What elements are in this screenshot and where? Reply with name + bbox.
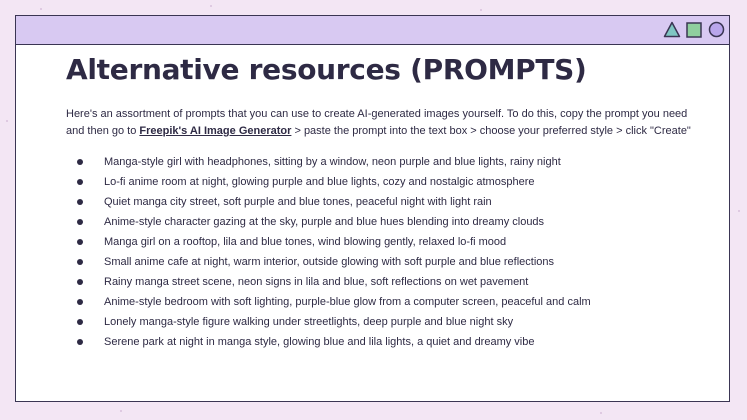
prompt-text: Anime-style bedroom with soft lighting, purple-blue glow from a computer screen, peaceful and calm	[104, 296, 591, 308]
prompt-list	[74, 152, 591, 352]
list-item	[74, 192, 591, 212]
bullet-icon	[77, 319, 83, 325]
background-speck	[738, 210, 740, 212]
bullet-icon	[77, 259, 83, 265]
list-item	[74, 152, 591, 172]
list-item	[74, 212, 591, 232]
background-speck	[6, 120, 8, 122]
prompt-text: Lo-fi anime room at night, glowing purple and blue lights, cozy and nostalgic atmosphere	[104, 176, 535, 188]
bullet-icon	[77, 339, 83, 345]
circle-icon[interactable]	[708, 21, 725, 38]
background-speck	[120, 410, 122, 412]
list-item	[74, 272, 591, 292]
list-item	[74, 292, 591, 312]
list-item	[74, 332, 591, 352]
bullet-icon	[77, 159, 83, 165]
prompt-text: Quiet manga city street, soft purple and blue tones, peaceful night with light rain	[104, 196, 492, 208]
prompt-text: Small anime cafe at night, warm interior, outside glowing with soft purple and blue reflections	[104, 256, 555, 268]
freepik-generator-link[interactable]: Freepik's AI Image Generator	[139, 125, 292, 137]
slide-title: Alternative resources (PROMPTS)	[66, 53, 587, 86]
window-titlebar	[16, 16, 729, 45]
bullet-icon	[77, 199, 83, 205]
bullet-icon	[77, 299, 83, 305]
square-icon[interactable]	[686, 22, 702, 38]
intro-paragraph	[66, 106, 706, 140]
prompt-text: Lonely manga-style figure walking under streetlights, deep purple and blue night sky	[104, 316, 514, 328]
intro-text-after: > paste the prompt into the text box > choose your preferred style > click "Create"	[291, 125, 691, 137]
intro-text-before: Here's an assortment of prompts that you can use to create AI-generated images yourself. To do this, copy the prompt you need and then go to	[66, 108, 688, 137]
bullet-icon	[77, 179, 83, 185]
prompt-text: Rainy manga street scene, neon signs in lila and blue, soft reflections on wet pavement	[104, 276, 529, 288]
list-item	[74, 172, 591, 192]
list-item	[74, 312, 591, 332]
background-speck	[480, 9, 482, 11]
background-speck	[40, 8, 42, 10]
bullet-icon	[77, 239, 83, 245]
background-speck	[600, 412, 602, 414]
list-item	[74, 252, 591, 272]
background-speck	[210, 5, 212, 7]
prompt-text: Anime-style character gazing at the sky, purple and blue hues blending into dreamy clouds	[104, 216, 545, 228]
triangle-icon[interactable]	[663, 21, 681, 38]
list-item	[74, 232, 591, 252]
slide-window	[15, 15, 730, 402]
prompt-text: Manga girl on a rooftop, lila and blue tones, wind blowing gently, relaxed lo-fi mood	[104, 236, 507, 248]
bullet-icon	[77, 219, 83, 225]
prompt-text: Manga-style girl with headphones, sitting by a window, neon purple and blue lights, rainy night	[104, 156, 561, 168]
prompt-text: Serene park at night in manga style, glowing blue and lila lights, a quiet and dreamy vibe	[104, 336, 535, 348]
bullet-icon	[77, 279, 83, 285]
